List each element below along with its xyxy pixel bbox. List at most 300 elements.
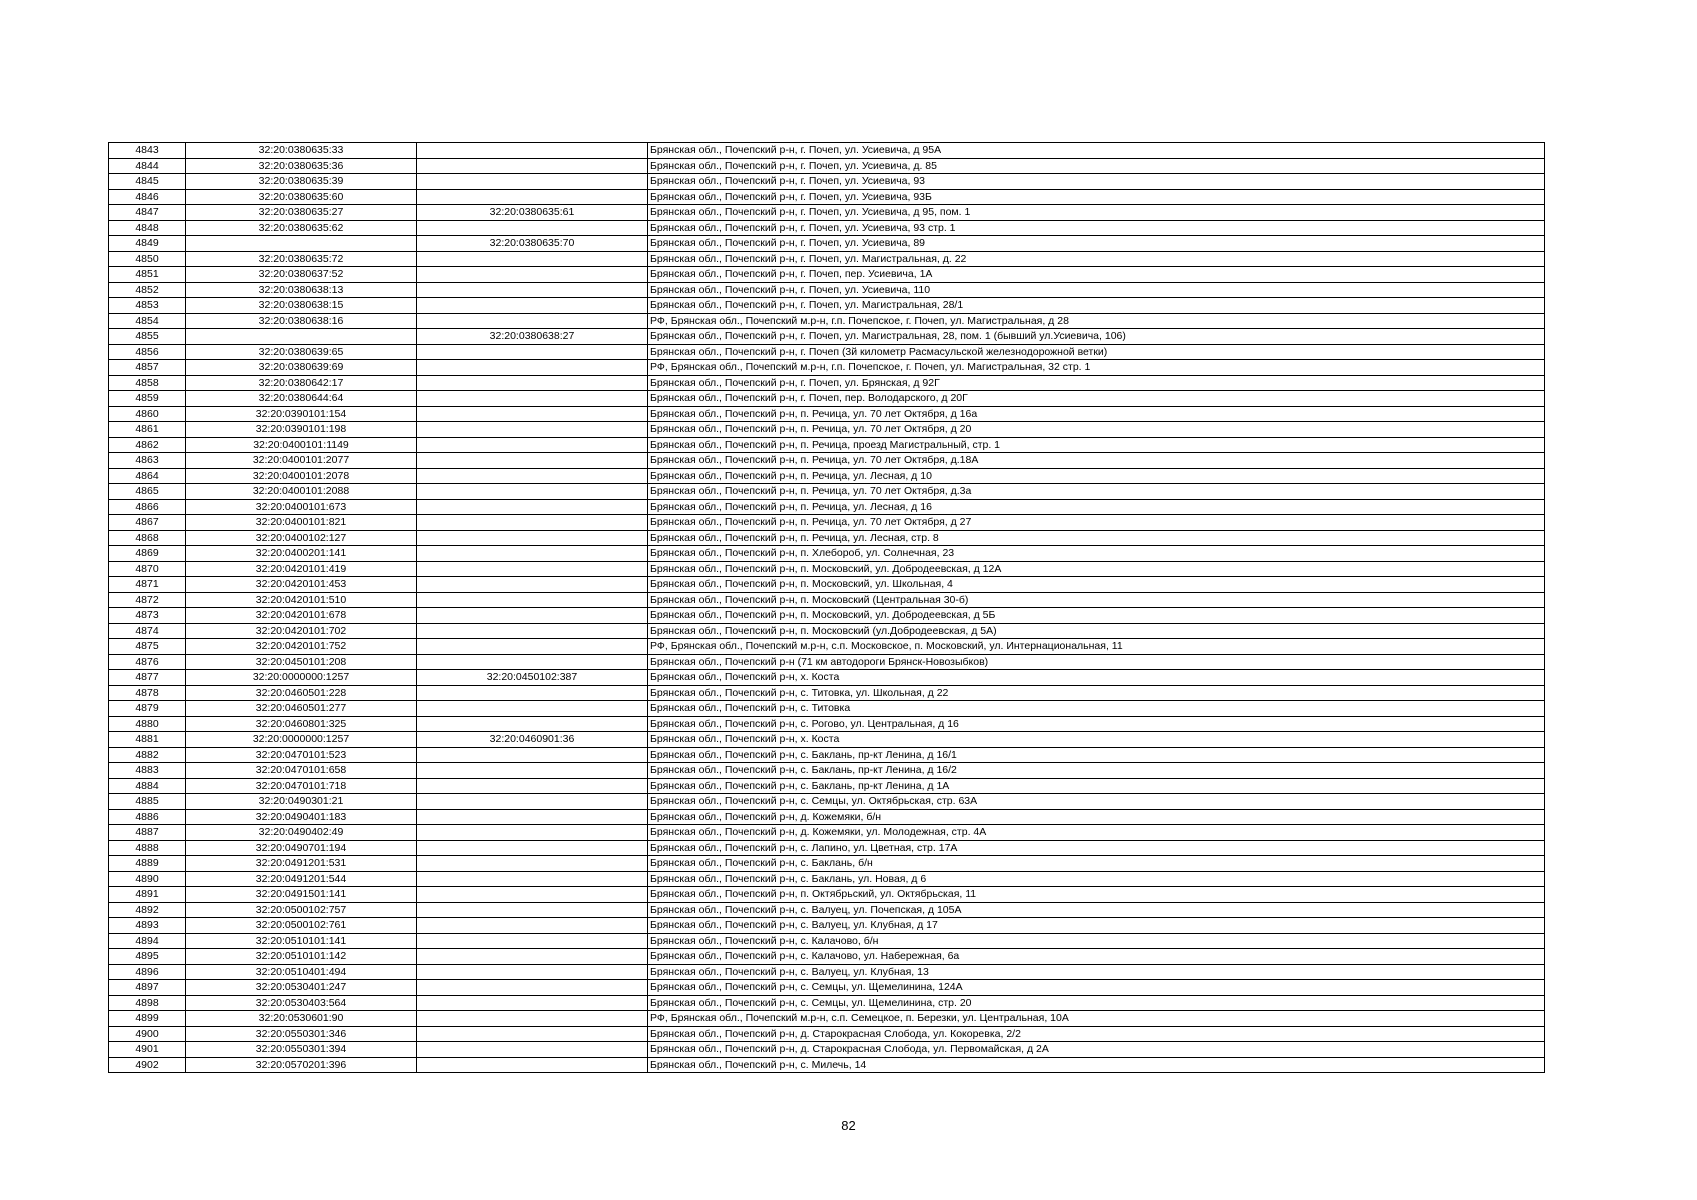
object-number-cell bbox=[417, 189, 648, 205]
address-cell: Брянская обл., Почепский р-н, д. Старокрасная Слобода, ул. Первомайская, д 2А bbox=[648, 1042, 1545, 1058]
object-number-cell bbox=[417, 530, 648, 546]
address-cell: Брянская обл., Почепский р-н, п. Речица, ул. Лесная, д 10 bbox=[648, 468, 1545, 484]
table-row bbox=[109, 670, 1545, 686]
row-number-cell: 4846 bbox=[109, 189, 186, 205]
cadastral-number-cell: 32:20:0530401:247 bbox=[186, 980, 417, 996]
object-number-cell bbox=[417, 220, 648, 236]
table-row bbox=[109, 1057, 1545, 1073]
address-cell: Брянская обл., Почепский р-н (71 км автодороги Брянск-Новозыбков) bbox=[648, 654, 1545, 670]
object-number-cell bbox=[417, 143, 648, 159]
row-number-cell: 4893 bbox=[109, 918, 186, 934]
row-number-cell: 4856 bbox=[109, 344, 186, 360]
row-number-cell: 4851 bbox=[109, 267, 186, 283]
address-cell: Брянская обл., Почепский р-н, п. Речица, ул. Лесная, д 16 bbox=[648, 499, 1545, 515]
address-cell: РФ, Брянская обл., Почепский м.р-н, с.п. Московское, п. Московский, ул. Интернациональная, 11 bbox=[648, 639, 1545, 655]
row-number-cell: 4854 bbox=[109, 313, 186, 329]
address-cell: Брянская обл., Почепский р-н, п. Речица, ул. 70 лет Октября, д.3а bbox=[648, 484, 1545, 500]
object-number-cell bbox=[417, 701, 648, 717]
object-number-cell bbox=[417, 825, 648, 841]
address-cell: Брянская обл., Почепский р-н, г. Почеп, ул. Усиевича, 110 bbox=[648, 282, 1545, 298]
object-number-cell bbox=[417, 406, 648, 422]
table-row bbox=[109, 422, 1545, 438]
object-number-cell bbox=[417, 422, 648, 438]
object-number-cell bbox=[417, 995, 648, 1011]
row-number-cell: 4843 bbox=[109, 143, 186, 159]
row-number-cell: 4866 bbox=[109, 499, 186, 515]
address-cell: Брянская обл., Почепский р-н, д. Кожемяки, ул. Молодежная, стр. 4А bbox=[648, 825, 1545, 841]
address-cell: Брянская обл., Почепский р-н, с. Валуец, ул. Клубная, 13 bbox=[648, 964, 1545, 980]
row-number-cell: 4859 bbox=[109, 391, 186, 407]
row-number-cell: 4888 bbox=[109, 840, 186, 856]
object-number-cell bbox=[417, 298, 648, 314]
table-row bbox=[109, 344, 1545, 360]
address-cell: Брянская обл., Почепский р-н, г. Почеп, ул. Брянская, д 92Г bbox=[648, 375, 1545, 391]
row-number-cell: 4885 bbox=[109, 794, 186, 810]
table-row bbox=[109, 949, 1545, 965]
cadastral-number-cell: 32:20:0380639:65 bbox=[186, 344, 417, 360]
row-number-cell: 4898 bbox=[109, 995, 186, 1011]
cadastral-number-cell: 32:20:0400102:127 bbox=[186, 530, 417, 546]
address-cell: Брянская обл., Почепский р-н, п. Московский, ул. Добродеевская, д 5Б bbox=[648, 608, 1545, 624]
cadastral-number-cell: 32:20:0400101:1149 bbox=[186, 437, 417, 453]
cadastral-number-cell: 32:20:0460801:325 bbox=[186, 716, 417, 732]
address-cell: Брянская обл., Почепский р-н, х. Коста bbox=[648, 732, 1545, 748]
cadastral-number-cell bbox=[186, 329, 417, 345]
table-row bbox=[109, 763, 1545, 779]
table-row bbox=[109, 995, 1545, 1011]
address-cell: Брянская обл., Почепский р-н, п. Речица, проезд Магистральный, стр. 1 bbox=[648, 437, 1545, 453]
table-row bbox=[109, 205, 1545, 221]
address-cell: Брянская обл., Почепский р-н, с. Баклань, пр-кт Ленина, д 16/1 bbox=[648, 747, 1545, 763]
address-cell: Брянская обл., Почепский р-н, х. Коста bbox=[648, 670, 1545, 686]
row-number-cell: 4873 bbox=[109, 608, 186, 624]
address-cell: Брянская обл., Почепский р-н, с. Семцы, ул. Щемелинина, 124А bbox=[648, 980, 1545, 996]
row-number-cell: 4880 bbox=[109, 716, 186, 732]
object-number-cell bbox=[417, 608, 648, 624]
row-number-cell: 4881 bbox=[109, 732, 186, 748]
object-number-cell bbox=[417, 313, 648, 329]
object-number-cell bbox=[417, 391, 648, 407]
object-number-cell bbox=[417, 964, 648, 980]
cadastral-number-cell: 32:20:0380639:69 bbox=[186, 360, 417, 376]
address-cell: Брянская обл., Почепский р-н, с. Семцы, ул. Щемелинина, стр. 20 bbox=[648, 995, 1545, 1011]
cadastral-number-cell: 32:20:0380635:27 bbox=[186, 205, 417, 221]
table-row bbox=[109, 375, 1545, 391]
row-number-cell: 4883 bbox=[109, 763, 186, 779]
object-number-cell bbox=[417, 546, 648, 562]
row-number-cell: 4847 bbox=[109, 205, 186, 221]
row-number-cell: 4876 bbox=[109, 654, 186, 670]
address-cell: Брянская обл., Почепский р-н, с. Титовка bbox=[648, 701, 1545, 717]
address-cell: Брянская обл., Почепский р-н, г. Почеп, ул. Усиевича, д. 85 bbox=[648, 158, 1545, 174]
row-number-cell: 4845 bbox=[109, 174, 186, 190]
table-row bbox=[109, 825, 1545, 841]
address-cell: Брянская обл., Почепский р-н, п. Московский (Центральная 30-б) bbox=[648, 592, 1545, 608]
table-row bbox=[109, 1026, 1545, 1042]
table-row bbox=[109, 623, 1545, 639]
object-number-cell bbox=[417, 933, 648, 949]
object-number-cell bbox=[417, 778, 648, 794]
cadastral-number-cell: 32:20:0380635:36 bbox=[186, 158, 417, 174]
row-number-cell: 4862 bbox=[109, 437, 186, 453]
object-number-cell bbox=[417, 716, 648, 732]
address-cell: Брянская обл., Почепский р-н, д. Старокрасная Слобода, ул. Кокоревка, 2/2 bbox=[648, 1026, 1545, 1042]
address-cell: Брянская обл., Почепский р-н, г. Почеп, ул. Усиевича, 89 bbox=[648, 236, 1545, 252]
object-number-cell bbox=[417, 592, 648, 608]
address-cell: Брянская обл., Почепский р-н, с. Калачово, ул. Набережная, 6а bbox=[648, 949, 1545, 965]
table-row bbox=[109, 701, 1545, 717]
object-number-cell bbox=[417, 794, 648, 810]
cadastral-number-cell: 32:20:0510101:142 bbox=[186, 949, 417, 965]
object-number-cell bbox=[417, 949, 648, 965]
object-number-cell bbox=[417, 375, 648, 391]
cadastral-number-cell: 32:20:0380635:62 bbox=[186, 220, 417, 236]
row-number-cell: 4892 bbox=[109, 902, 186, 918]
cadastral-number-cell: 32:20:0420101:510 bbox=[186, 592, 417, 608]
cadastral-number-cell: 32:20:0400101:2088 bbox=[186, 484, 417, 500]
object-number-cell bbox=[417, 251, 648, 267]
cadastral-number-cell: 32:20:0380638:13 bbox=[186, 282, 417, 298]
row-number-cell: 4869 bbox=[109, 546, 186, 562]
object-number-cell bbox=[417, 639, 648, 655]
object-number-cell bbox=[417, 871, 648, 887]
table-row bbox=[109, 933, 1545, 949]
table-row bbox=[109, 608, 1545, 624]
address-cell: Брянская обл., Почепский р-н, п. Октябрьский, ул. Октябрьская, 11 bbox=[648, 887, 1545, 903]
address-cell: Брянская обл., Почепский р-н, г. Почеп, ул. Магистральная, 28/1 bbox=[648, 298, 1545, 314]
object-number-cell bbox=[417, 360, 648, 376]
cadastral-number-cell: 32:20:0470101:718 bbox=[186, 778, 417, 794]
address-cell: Брянская обл., Почепский р-н, с. Калачово, б/н bbox=[648, 933, 1545, 949]
address-cell: Брянская обл., Почепский р-н, п. Речица, ул. 70 лет Октября, д.18А bbox=[648, 453, 1545, 469]
object-number-cell bbox=[417, 1011, 648, 1027]
row-number-cell: 4857 bbox=[109, 360, 186, 376]
row-number-cell: 4852 bbox=[109, 282, 186, 298]
object-number-cell bbox=[417, 515, 648, 531]
object-number-cell bbox=[417, 1057, 648, 1073]
registry-table-body bbox=[109, 143, 1545, 1073]
row-number-cell: 4871 bbox=[109, 577, 186, 593]
row-number-cell: 4861 bbox=[109, 422, 186, 438]
cadastral-number-cell: 32:20:0530403:564 bbox=[186, 995, 417, 1011]
table-row bbox=[109, 732, 1545, 748]
cadastral-number-cell: 32:20:0400201:141 bbox=[186, 546, 417, 562]
table-row bbox=[109, 453, 1545, 469]
row-number-cell: 4865 bbox=[109, 484, 186, 500]
row-number-cell: 4870 bbox=[109, 561, 186, 577]
cadastral-number-cell: 32:20:0400101:2078 bbox=[186, 468, 417, 484]
address-cell: РФ, Брянская обл., Почепский м.р-н, г.п. Почепское, г. Почеп, ул. Магистральная, 32 стр. 1 bbox=[648, 360, 1545, 376]
row-number-cell: 4878 bbox=[109, 685, 186, 701]
cadastral-number-cell: 32:20:0530601:90 bbox=[186, 1011, 417, 1027]
cadastral-number-cell: 32:20:0380644:64 bbox=[186, 391, 417, 407]
object-number-cell bbox=[417, 484, 648, 500]
address-cell: Брянская обл., Почепский р-н, с. Баклань, пр-кт Ленина, д 1А bbox=[648, 778, 1545, 794]
cadastral-number-cell: 32:20:0420101:678 bbox=[186, 608, 417, 624]
cadastral-number-cell: 32:20:0491201:544 bbox=[186, 871, 417, 887]
table-row bbox=[109, 902, 1545, 918]
object-number-cell bbox=[417, 918, 648, 934]
address-cell: Брянская обл., Почепский р-н, г. Почеп, ул. Усиевича, д 95А bbox=[648, 143, 1545, 159]
row-number-cell: 4896 bbox=[109, 964, 186, 980]
address-cell: Брянская обл., Почепский р-н, д. Кожемяки, б/н bbox=[648, 809, 1545, 825]
cadastral-number-cell: 32:20:0491501:141 bbox=[186, 887, 417, 903]
table-row bbox=[109, 298, 1545, 314]
table-row bbox=[109, 809, 1545, 825]
table-row bbox=[109, 871, 1545, 887]
row-number-cell: 4901 bbox=[109, 1042, 186, 1058]
address-cell: Брянская обл., Почепский р-н, с. Баклань, б/н bbox=[648, 856, 1545, 872]
table-row bbox=[109, 840, 1545, 856]
table-row bbox=[109, 329, 1545, 345]
cadastral-number-cell: 32:20:0400101:821 bbox=[186, 515, 417, 531]
row-number-cell: 4875 bbox=[109, 639, 186, 655]
cadastral-number-cell bbox=[186, 236, 417, 252]
object-number-cell bbox=[417, 654, 648, 670]
address-cell: Брянская обл., Почепский р-н, с. Милечь, 14 bbox=[648, 1057, 1545, 1073]
cadastral-number-cell: 32:20:0420101:419 bbox=[186, 561, 417, 577]
cadastral-number-cell: 32:20:0380635:39 bbox=[186, 174, 417, 190]
address-cell: Брянская обл., Почепский р-н, с. Валуец, ул. Клубная, д 17 bbox=[648, 918, 1545, 934]
address-cell: Брянская обл., Почепский р-н, г. Почеп, ул. Усиевича, 93 стр. 1 bbox=[648, 220, 1545, 236]
table-row bbox=[109, 313, 1545, 329]
address-cell: Брянская обл., Почепский р-н, п. Речица, ул. Лесная, стр. 8 bbox=[648, 530, 1545, 546]
cadastral-number-cell: 32:20:0500102:757 bbox=[186, 902, 417, 918]
row-number-cell: 4874 bbox=[109, 623, 186, 639]
address-cell: Брянская обл., Почепский р-н, п. Речица, ул. 70 лет Октября, д 20 bbox=[648, 422, 1545, 438]
row-number-cell: 4887 bbox=[109, 825, 186, 841]
table-row bbox=[109, 360, 1545, 376]
object-number-cell bbox=[417, 174, 648, 190]
table-row bbox=[109, 716, 1545, 732]
address-cell: Брянская обл., Почепский р-н, г. Почеп, ул. Магистральная, д. 22 bbox=[648, 251, 1545, 267]
object-number-cell: 32:20:0380635:70 bbox=[417, 236, 648, 252]
cadastral-number-cell: 32:20:0000000:1257 bbox=[186, 732, 417, 748]
address-cell: Брянская обл., Почепский р-н, п. Хлебороб, ул. Солнечная, 23 bbox=[648, 546, 1545, 562]
cadastral-number-cell: 32:20:0380635:33 bbox=[186, 143, 417, 159]
table-row bbox=[109, 794, 1545, 810]
object-number-cell bbox=[417, 1042, 648, 1058]
table-row bbox=[109, 654, 1545, 670]
cadastral-number-cell: 32:20:0450101:208 bbox=[186, 654, 417, 670]
object-number-cell bbox=[417, 685, 648, 701]
address-cell: Брянская обл., Почепский р-н, с. Семцы, ул. Октябрьская, стр. 63А bbox=[648, 794, 1545, 810]
row-number-cell: 4882 bbox=[109, 747, 186, 763]
table-row bbox=[109, 1011, 1545, 1027]
cadastral-number-cell: 32:20:0470101:523 bbox=[186, 747, 417, 763]
address-cell: Брянская обл., Почепский р-н, г. Почеп, пер. Володарского, д 20Г bbox=[648, 391, 1545, 407]
address-cell: РФ, Брянская обл., Почепский м.р-н, с.п. Семецкое, п. Березки, ул. Центральная, 10А bbox=[648, 1011, 1545, 1027]
cadastral-number-cell: 32:20:0460501:228 bbox=[186, 685, 417, 701]
table-row bbox=[109, 499, 1545, 515]
object-number-cell bbox=[417, 887, 648, 903]
table-row bbox=[109, 577, 1545, 593]
table-row bbox=[109, 406, 1545, 422]
row-number-cell: 4848 bbox=[109, 220, 186, 236]
row-number-cell: 4855 bbox=[109, 329, 186, 345]
row-number-cell: 4900 bbox=[109, 1026, 186, 1042]
table-row bbox=[109, 189, 1545, 205]
table-row bbox=[109, 391, 1545, 407]
address-cell: Брянская обл., Почепский р-н, с. Лапино, ул. Цветная, стр. 17А bbox=[648, 840, 1545, 856]
table-row bbox=[109, 887, 1545, 903]
cadastral-number-cell: 32:20:0460501:277 bbox=[186, 701, 417, 717]
address-cell: Брянская обл., Почепский р-н, г. Почеп (3й километр Расмасульской железнодорожной ветки) bbox=[648, 344, 1545, 360]
address-cell: Брянская обл., Почепский р-н, г. Почеп, ул. Усиевича, 93 bbox=[648, 174, 1545, 190]
row-number-cell: 4850 bbox=[109, 251, 186, 267]
table-row bbox=[109, 592, 1545, 608]
object-number-cell bbox=[417, 1026, 648, 1042]
object-number-cell bbox=[417, 902, 648, 918]
row-number-cell: 4895 bbox=[109, 949, 186, 965]
row-number-cell: 4897 bbox=[109, 980, 186, 996]
table-row bbox=[109, 685, 1545, 701]
table-row bbox=[109, 515, 1545, 531]
row-number-cell: 4899 bbox=[109, 1011, 186, 1027]
row-number-cell: 4858 bbox=[109, 375, 186, 391]
object-number-cell bbox=[417, 840, 648, 856]
table-row bbox=[109, 282, 1545, 298]
address-cell: Брянская обл., Почепский р-н, п. Московский (ул.Добродеевская, д 5А) bbox=[648, 623, 1545, 639]
cadastral-number-cell: 32:20:0510401:494 bbox=[186, 964, 417, 980]
object-number-cell bbox=[417, 561, 648, 577]
cadastral-number-cell: 32:20:0380638:16 bbox=[186, 313, 417, 329]
address-cell: Брянская обл., Почепский р-н, с. Баклань, ул. Новая, д 6 bbox=[648, 871, 1545, 887]
cadastral-number-cell: 32:20:0550301:346 bbox=[186, 1026, 417, 1042]
table-row bbox=[109, 220, 1545, 236]
cadastral-number-cell: 32:20:0420101:752 bbox=[186, 639, 417, 655]
cadastral-number-cell: 32:20:0380638:15 bbox=[186, 298, 417, 314]
cadastral-number-cell: 32:20:0380635:72 bbox=[186, 251, 417, 267]
object-number-cell: 32:20:0380638:27 bbox=[417, 329, 648, 345]
table-row bbox=[109, 1042, 1545, 1058]
object-number-cell bbox=[417, 499, 648, 515]
object-number-cell bbox=[417, 763, 648, 779]
object-number-cell bbox=[417, 344, 648, 360]
cadastral-number-cell: 32:20:0390101:198 bbox=[186, 422, 417, 438]
cadastral-number-cell: 32:20:0420101:702 bbox=[186, 623, 417, 639]
address-cell: Брянская обл., Почепский р-н, п. Речица, ул. 70 лет Октября, д 16а bbox=[648, 406, 1545, 422]
object-number-cell: 32:20:0380635:61 bbox=[417, 205, 648, 221]
row-number-cell: 4853 bbox=[109, 298, 186, 314]
table-row bbox=[109, 158, 1545, 174]
cadastral-number-cell: 32:20:0491201:531 bbox=[186, 856, 417, 872]
cadastral-number-cell: 32:20:0490402:49 bbox=[186, 825, 417, 841]
object-number-cell: 32:20:0450102:387 bbox=[417, 670, 648, 686]
row-number-cell: 4886 bbox=[109, 809, 186, 825]
table-row bbox=[109, 468, 1545, 484]
row-number-cell: 4890 bbox=[109, 871, 186, 887]
row-number-cell: 4902 bbox=[109, 1057, 186, 1073]
address-cell: РФ, Брянская обл., Почепский м.р-н, г.п. Почепское, г. Почеп, ул. Магистральная, д 28 bbox=[648, 313, 1545, 329]
cadastral-number-cell: 32:20:0380642:17 bbox=[186, 375, 417, 391]
address-cell: Брянская обл., Почепский р-н, г. Почеп, ул. Усиевича, 93Б bbox=[648, 189, 1545, 205]
table-row bbox=[109, 856, 1545, 872]
object-number-cell bbox=[417, 158, 648, 174]
address-cell: Брянская обл., Почепский р-н, г. Почеп, пер. Усиевича, 1А bbox=[648, 267, 1545, 283]
cadastral-number-cell: 32:20:0000000:1257 bbox=[186, 670, 417, 686]
cadastral-number-cell: 32:20:0380635:60 bbox=[186, 189, 417, 205]
row-number-cell: 4860 bbox=[109, 406, 186, 422]
address-cell: Брянская обл., Почепский р-н, п. Московский, ул. Добродеевская, д 12А bbox=[648, 561, 1545, 577]
object-number-cell bbox=[417, 809, 648, 825]
row-number-cell: 4877 bbox=[109, 670, 186, 686]
cadastral-number-cell: 32:20:0380637:52 bbox=[186, 267, 417, 283]
table-row bbox=[109, 964, 1545, 980]
cadastral-number-cell: 32:20:0420101:453 bbox=[186, 577, 417, 593]
address-cell: Брянская обл., Почепский р-н, г. Почеп, ул. Усиевича, д 95, пом. 1 bbox=[648, 205, 1545, 221]
object-number-cell bbox=[417, 623, 648, 639]
table-row bbox=[109, 980, 1545, 996]
table-row bbox=[109, 143, 1545, 159]
row-number-cell: 4849 bbox=[109, 236, 186, 252]
cadastral-number-cell: 32:20:0400101:2077 bbox=[186, 453, 417, 469]
cadastral-number-cell: 32:20:0490401:183 bbox=[186, 809, 417, 825]
page-number: 82 bbox=[841, 1118, 856, 1133]
cadastral-number-cell: 32:20:0510101:141 bbox=[186, 933, 417, 949]
table-row bbox=[109, 251, 1545, 267]
address-cell: Брянская обл., Почепский р-н, с. Баклань, пр-кт Ленина, д 16/2 bbox=[648, 763, 1545, 779]
cadastral-number-cell: 32:20:0400101:673 bbox=[186, 499, 417, 515]
object-number-cell bbox=[417, 856, 648, 872]
table-row bbox=[109, 484, 1545, 500]
address-cell: Брянская обл., Почепский р-н, с. Рогово, ул. Центральная, д 16 bbox=[648, 716, 1545, 732]
table-row bbox=[109, 747, 1545, 763]
registry-table bbox=[108, 142, 1545, 1073]
address-cell: Брянская обл., Почепский р-н, с. Валуец, ул. Почепская, д 105А bbox=[648, 902, 1545, 918]
address-cell: Брянская обл., Почепский р-н, п. Московский, ул. Школьная, 4 bbox=[648, 577, 1545, 593]
row-number-cell: 4864 bbox=[109, 468, 186, 484]
table-row bbox=[109, 639, 1545, 655]
row-number-cell: 4894 bbox=[109, 933, 186, 949]
address-cell: Брянская обл., Почепский р-н, г. Почеп, ул. Магистральная, 28, пом. 1 (бывший ул.Усиевича, 106) bbox=[648, 329, 1545, 345]
object-number-cell: 32:20:0460901:36 bbox=[417, 732, 648, 748]
table-row bbox=[109, 174, 1545, 190]
cadastral-number-cell: 32:20:0390101:154 bbox=[186, 406, 417, 422]
cadastral-number-cell: 32:20:0550301:394 bbox=[186, 1042, 417, 1058]
row-number-cell: 4884 bbox=[109, 778, 186, 794]
row-number-cell: 4872 bbox=[109, 592, 186, 608]
object-number-cell bbox=[417, 468, 648, 484]
table-row bbox=[109, 918, 1545, 934]
cadastral-number-cell: 32:20:0490301:21 bbox=[186, 794, 417, 810]
row-number-cell: 4844 bbox=[109, 158, 186, 174]
address-cell: Брянская обл., Почепский р-н, с. Титовка, ул. Школьная, д 22 bbox=[648, 685, 1545, 701]
table-row bbox=[109, 778, 1545, 794]
row-number-cell: 4868 bbox=[109, 530, 186, 546]
row-number-cell: 4889 bbox=[109, 856, 186, 872]
cadastral-number-cell: 32:20:0570201:396 bbox=[186, 1057, 417, 1073]
object-number-cell bbox=[417, 437, 648, 453]
row-number-cell: 4891 bbox=[109, 887, 186, 903]
address-cell: Брянская обл., Почепский р-н, п. Речица, ул. 70 лет Октября, д 27 bbox=[648, 515, 1545, 531]
table-row bbox=[109, 530, 1545, 546]
cadastral-number-cell: 32:20:0490701:194 bbox=[186, 840, 417, 856]
object-number-cell bbox=[417, 980, 648, 996]
row-number-cell: 4879 bbox=[109, 701, 186, 717]
table-row bbox=[109, 236, 1545, 252]
object-number-cell bbox=[417, 577, 648, 593]
object-number-cell bbox=[417, 747, 648, 763]
table-row bbox=[109, 561, 1545, 577]
object-number-cell bbox=[417, 282, 648, 298]
cadastral-number-cell: 32:20:0500102:761 bbox=[186, 918, 417, 934]
object-number-cell bbox=[417, 453, 648, 469]
table-row bbox=[109, 437, 1545, 453]
cadastral-number-cell: 32:20:0470101:658 bbox=[186, 763, 417, 779]
row-number-cell: 4867 bbox=[109, 515, 186, 531]
table-row bbox=[109, 546, 1545, 562]
